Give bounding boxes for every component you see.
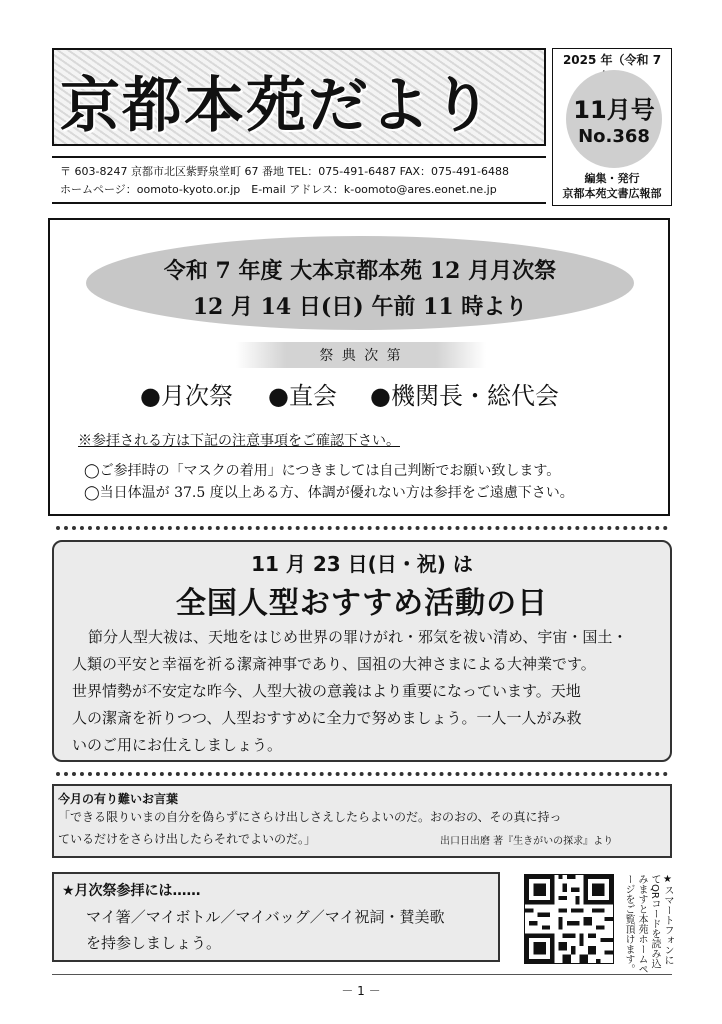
issue-year: 2025 年（令和 7 [562,53,662,67]
newsletter-title: 京都本苑だより [60,71,494,141]
qr-note: ★スマートフォンにてQRコードを読み込みますと本苑ホームページをご覧頂けます。 [623,874,673,974]
page-number: － 1 － [341,984,381,998]
body-line: 人の潔斎を祈りつつ、人型おすすめに全力で努めましょう。一人一人がみ救 [72,709,582,727]
special-day-body [72,624,662,759]
web-line: ホームページ：oomoto-kyoto.or.jp E-mail アドレス：k-oomoto@ares.eonet.ne.jp [60,183,497,196]
masthead-rule-bottom [52,202,546,204]
issue-number: No.368 [578,126,650,147]
issue-month: 11月号 [573,96,655,124]
body-line: 世界情勢が不安定な昨今、人型大祓の意義はより重要になっています。天地 [72,682,581,700]
program-item-monthly: ●月次祭 [140,382,233,410]
body-line: 人類の平安と幸福を祈る潔斎神事であり、国祖の大神さまによる大神業です。 [72,655,596,673]
body-line: 節分人型大祓は、天地をはじめ世界の罪けがれ・邪気を祓い清め、宇宙・国土・ [88,628,628,646]
notice-mask: ◯ご参拝時の「マスクの着用」につきましては自己判断でお願い致します。 [84,463,561,479]
event-datetime: 12 月 14 日(日) 午前 11 時より [192,294,528,320]
dotted-divider-2 [56,772,668,776]
special-day-title: 全国人型おすすめ活動の日 [175,586,549,621]
address-line: 〒 603-8247 京都市北区紫野泉堂町 67 番地 TEL：075-491-6487 FAX：075-491-6488 [60,165,509,178]
program-item-naorai: ●直会 [268,382,337,410]
qr-code-icon[interactable] [524,874,614,964]
quote-heading: 今月の有り難いお言葉 [58,792,179,806]
bring-line-2: を持参しましょう。 [86,934,222,952]
editor-name: 京都本苑文書広報部 [562,187,662,200]
dotted-divider [56,526,668,530]
footer-rule [52,974,672,975]
bring-heading: ★月次祭参拝には…… [62,883,201,899]
masthead-rule-top [52,156,546,158]
bring-line-1: マイ箸／マイボトル／マイバッグ／マイ祝詞・賛美歌 [86,908,445,926]
program-heading: 祭 典 次 第 [319,348,403,364]
notice-heading: ※参拝される方は下記の注意事項をご確認下さい。 [78,433,400,449]
event-title: 令和 7 年度 大本京都本苑 12 月月次祭 [163,258,557,284]
quote-line-2: ているだけをさらけ出したらそれでよいのだ。」 [58,832,317,846]
notice-temperature: ◯当日体温が 37.5 度以上ある方、体調が優れない方は参拝をご遠慮下さい。 [84,485,574,501]
editor-label: 編集・発行 [584,172,640,185]
body-line: いのご用にお仕えしましょう。 [72,736,283,754]
program-item-meeting: ●機関長・総代会 [370,382,559,410]
special-day-date: 11 月 23 日(日・祝) は [251,552,473,576]
quote-source: 出口日出磨 著『生きがいの探求』より [440,836,614,847]
quote-line-1: 「できる限りいまの自分を偽らずにさらけ出しさえしたらよいのだ。おのおの、その真に持っ [58,810,562,824]
